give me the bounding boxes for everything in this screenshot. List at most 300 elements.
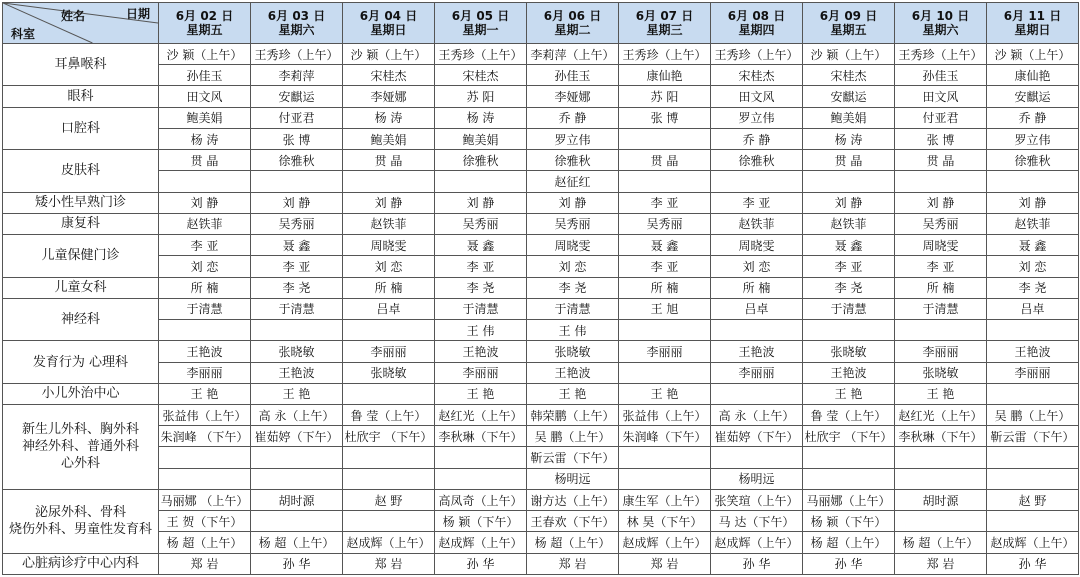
doctor-cell <box>803 320 895 341</box>
doctor-cell: 王艳波 <box>159 341 251 362</box>
department-name: 神经科 <box>3 298 159 340</box>
doctor-cell: 鲍美娟 <box>343 128 435 149</box>
doctor-cell: 李 亚 <box>803 256 895 277</box>
doctor-cell: 于清慧 <box>435 298 527 319</box>
doctor-cell: 张晓敏 <box>895 362 987 383</box>
schedule-body <box>3 44 1079 575</box>
doctor-cell: 吴 鹏（上午） <box>987 404 1079 425</box>
doctor-cell: 韩荣鹏（上午） <box>527 404 619 425</box>
doctor-cell: 安麒运 <box>803 86 895 107</box>
table-row <box>3 320 1079 341</box>
doctor-cell: 乔 静 <box>711 128 803 149</box>
doctor-cell: 张 博 <box>895 128 987 149</box>
doctor-cell: 贯 晶 <box>895 150 987 171</box>
doctor-cell: 胡时源 <box>251 489 343 510</box>
weekday-label: 星期六 <box>922 23 959 37</box>
table-row <box>3 256 1079 277</box>
doctor-cell: 李 亚 <box>619 256 711 277</box>
doctor-cell: 李丽丽 <box>343 341 435 362</box>
doctor-cell: 李娅娜 <box>527 86 619 107</box>
doctor-cell: 于清慧 <box>895 298 987 319</box>
doctor-cell: 罗立伟 <box>987 128 1079 149</box>
doctor-cell <box>895 447 987 468</box>
doctor-cell: 沙 颖（上午） <box>159 44 251 65</box>
table-row <box>3 192 1079 213</box>
date-label: 6月 06 日 <box>543 9 602 23</box>
doctor-cell: 高凤奇（上午） <box>435 489 527 510</box>
doctor-cell: 李娅娜 <box>343 86 435 107</box>
doctor-cell <box>803 468 895 489</box>
weekday-label: 星期五 <box>830 23 867 37</box>
doctor-cell: 乔 静 <box>987 107 1079 128</box>
weekday-label: 星期一 <box>462 23 499 37</box>
doctor-cell: 孙 华 <box>803 553 895 574</box>
doctor-cell: 王 旭 <box>619 298 711 319</box>
table-row <box>3 107 1079 128</box>
doctor-cell: 康仙艳 <box>619 65 711 86</box>
table-row <box>3 235 1079 256</box>
doctor-cell: 赵铁菲 <box>711 213 803 234</box>
doctor-cell: 张笑瑄（上午） <box>711 489 803 510</box>
doctor-cell: 于清慧 <box>159 298 251 319</box>
doctor-cell: 聂 鑫 <box>987 235 1079 256</box>
doctor-cell: 王艳波 <box>711 341 803 362</box>
doctor-cell: 吴秀丽 <box>895 213 987 234</box>
doctor-cell <box>619 128 711 149</box>
doctor-cell: 杜欣宇 （下午） <box>343 426 435 447</box>
doctor-cell <box>711 320 803 341</box>
doctor-cell: 鲁 莹（上午） <box>803 404 895 425</box>
doctor-cell: 刘 恋 <box>159 256 251 277</box>
doctor-cell: 赵铁菲 <box>803 213 895 234</box>
doctor-cell: 赵成辉（上午） <box>435 532 527 553</box>
date-header <box>619 3 711 44</box>
date-header <box>159 3 251 44</box>
doctor-cell: 王春欢（下午） <box>527 511 619 532</box>
doctor-cell: 徐雅秋 <box>711 150 803 171</box>
doctor-cell <box>987 511 1079 532</box>
doctor-cell <box>803 171 895 192</box>
doctor-cell: 鲍美娟 <box>803 107 895 128</box>
doctor-cell: 吴秀丽 <box>527 213 619 234</box>
doctor-cell: 王秀珍（上午） <box>711 44 803 65</box>
date-label: 6月 05 日 <box>451 9 510 23</box>
date-label: 6月 02 日 <box>175 9 234 23</box>
doctor-cell: 赵铁菲 <box>343 213 435 234</box>
doctor-cell: 罗立伟 <box>711 107 803 128</box>
doctor-cell: 孙 华 <box>251 553 343 574</box>
date-label: 6月 09 日 <box>819 9 878 23</box>
doctor-cell: 刘 静 <box>527 192 619 213</box>
doctor-cell: 徐雅秋 <box>251 150 343 171</box>
doctor-cell: 王 贺（下午） <box>159 511 251 532</box>
doctor-cell: 王艳波 <box>435 341 527 362</box>
doctor-cell: 杨 超（上午） <box>803 532 895 553</box>
doctor-cell: 安麒运 <box>987 86 1079 107</box>
doctor-cell <box>987 383 1079 404</box>
doctor-cell: 宋桂杰 <box>435 65 527 86</box>
doctor-cell <box>987 468 1079 489</box>
doctor-cell: 贯 晶 <box>343 150 435 171</box>
doctor-cell: 张 博 <box>251 128 343 149</box>
doctor-cell <box>619 171 711 192</box>
doctor-cell: 王 艳 <box>435 383 527 404</box>
doctor-cell: 吕卓 <box>987 298 1079 319</box>
department-name: 康复科 <box>3 213 159 234</box>
doctor-cell: 赵成辉（上午） <box>619 532 711 553</box>
date-header <box>251 3 343 44</box>
doctor-cell: 杨 涛 <box>159 128 251 149</box>
doctor-cell: 吴秀丽 <box>619 213 711 234</box>
schedule-header <box>3 3 1079 44</box>
doctor-cell: 李 尧 <box>527 277 619 298</box>
doctor-cell: 沙 颖（上午） <box>803 44 895 65</box>
doctor-cell: 张益伟（上午） <box>159 404 251 425</box>
doctor-cell: 杨 颖（下午） <box>435 511 527 532</box>
doctor-cell: 杨明远 <box>527 468 619 489</box>
doctor-cell: 李 亚 <box>895 256 987 277</box>
doctor-cell: 刘 恋 <box>987 256 1079 277</box>
weekday-label: 星期日 <box>1014 23 1051 37</box>
doctor-cell: 李 尧 <box>987 277 1079 298</box>
doctor-cell: 张益伟（上午） <box>619 404 711 425</box>
doctor-cell: 王 艳 <box>895 383 987 404</box>
doctor-cell: 王秀珍（上午） <box>619 44 711 65</box>
doctor-cell: 李丽丽 <box>159 362 251 383</box>
doctor-cell: 郑 岩 <box>527 553 619 574</box>
doctor-cell: 杨 颖（下午） <box>803 511 895 532</box>
doctor-cell: 刘 恋 <box>527 256 619 277</box>
doctor-cell: 王秀珍（上午） <box>895 44 987 65</box>
doctor-cell: 崔茹婷（下午） <box>711 426 803 447</box>
doctor-cell: 张晓敏 <box>803 341 895 362</box>
doctor-cell <box>895 320 987 341</box>
doctor-cell: 李 亚 <box>159 235 251 256</box>
doctor-cell: 孙 华 <box>711 553 803 574</box>
doctor-cell: 罗立伟 <box>527 128 619 149</box>
doctor-cell: 聂 鑫 <box>435 235 527 256</box>
corner-name-label: 姓名 <box>61 9 86 23</box>
doctor-cell <box>159 468 251 489</box>
doctor-cell <box>711 383 803 404</box>
doctor-cell: 于清慧 <box>803 298 895 319</box>
doctor-cell <box>711 171 803 192</box>
table-row <box>3 341 1079 362</box>
doctor-cell: 王艳波 <box>803 362 895 383</box>
doctor-cell <box>159 320 251 341</box>
doctor-cell: 张晓敏 <box>527 341 619 362</box>
doctor-cell <box>343 171 435 192</box>
doctor-cell: 宋桂杰 <box>711 65 803 86</box>
doctor-cell: 王 艳 <box>251 383 343 404</box>
table-row <box>3 404 1079 425</box>
doctor-cell: 马丽娜 （上午） <box>159 489 251 510</box>
doctor-cell: 聂 鑫 <box>251 235 343 256</box>
doctor-cell: 田文风 <box>159 86 251 107</box>
doctor-cell <box>251 171 343 192</box>
doctor-cell: 刘 静 <box>251 192 343 213</box>
doctor-cell: 赵铁菲 <box>159 213 251 234</box>
doctor-cell: 孙佳玉 <box>527 65 619 86</box>
table-row <box>3 532 1079 553</box>
table-row <box>3 277 1079 298</box>
table-row <box>3 65 1079 86</box>
doctor-cell: 聂 鑫 <box>619 235 711 256</box>
doctor-cell: 徐雅秋 <box>527 150 619 171</box>
doctor-cell: 王 伟 <box>435 320 527 341</box>
doctor-cell: 王艳波 <box>987 341 1079 362</box>
doctor-cell: 赵红光（上午） <box>895 404 987 425</box>
doctor-cell: 杨 涛 <box>803 128 895 149</box>
doctor-cell: 李 亚 <box>619 192 711 213</box>
doctor-cell <box>343 320 435 341</box>
doctor-cell: 朱润峰（下午） <box>619 426 711 447</box>
doctor-cell: 吴秀丽 <box>251 213 343 234</box>
doctor-cell: 刘 恋 <box>711 256 803 277</box>
doctor-cell: 王艳波 <box>251 362 343 383</box>
doctor-cell: 靳云雷（下午） <box>987 426 1079 447</box>
doctor-cell: 孙佳玉 <box>895 65 987 86</box>
doctor-cell: 所 楠 <box>343 277 435 298</box>
doctor-cell: 王艳波 <box>527 362 619 383</box>
table-row <box>3 489 1079 510</box>
doctor-cell: 吕卓 <box>711 298 803 319</box>
doctor-cell: 李丽丽 <box>711 362 803 383</box>
doctor-cell: 赵成辉（上午） <box>343 532 435 553</box>
department-name: 皮肤科 <box>3 150 159 192</box>
table-row <box>3 128 1079 149</box>
doctor-cell: 贯 晶 <box>619 150 711 171</box>
doctor-cell: 孙佳玉 <box>159 65 251 86</box>
doctor-cell: 所 楠 <box>619 277 711 298</box>
doctor-cell: 吴 鹏（上午） <box>527 426 619 447</box>
doctor-cell: 马丽娜（上午） <box>803 489 895 510</box>
doctor-cell: 刘 静 <box>435 192 527 213</box>
doctor-cell <box>343 447 435 468</box>
table-row <box>3 171 1079 192</box>
doctor-cell: 王秀珍（上午） <box>251 44 343 65</box>
doctor-cell: 杨 超（上午） <box>159 532 251 553</box>
doctor-cell: 李秋琳（下午） <box>895 426 987 447</box>
doctor-cell: 徐雅秋 <box>987 150 1079 171</box>
doctor-cell: 聂 鑫 <box>803 235 895 256</box>
date-label: 6月 08 日 <box>727 9 786 23</box>
doctor-cell: 周晓雯 <box>895 235 987 256</box>
department-name: 小儿外治中心 <box>3 383 159 404</box>
department-name: 儿童保健门诊 <box>3 235 159 277</box>
doctor-cell: 马 达（下午） <box>711 511 803 532</box>
doctor-cell: 鲁 莹（上午） <box>343 404 435 425</box>
doctor-cell: 所 楠 <box>159 277 251 298</box>
date-header <box>803 3 895 44</box>
doctor-cell: 李 亚 <box>251 256 343 277</box>
department-name: 儿童女科 <box>3 277 159 298</box>
date-label: 6月 03 日 <box>267 9 326 23</box>
doctor-cell: 张 博 <box>619 107 711 128</box>
corner-dept-label: 科室 <box>11 27 36 41</box>
doctor-cell: 贯 晶 <box>159 150 251 171</box>
doctor-cell: 所 楠 <box>895 277 987 298</box>
doctor-cell: 李莉萍 <box>251 65 343 86</box>
doctor-cell: 赵成辉（上午） <box>987 532 1079 553</box>
doctor-cell: 郑 岩 <box>343 553 435 574</box>
doctor-cell: 朱润峰 （下午） <box>159 426 251 447</box>
weekday-label: 星期三 <box>646 23 683 37</box>
table-row <box>3 511 1079 532</box>
doctor-cell: 于清慧 <box>527 298 619 319</box>
doctor-cell: 所 楠 <box>711 277 803 298</box>
doctor-cell: 孙 华 <box>435 553 527 574</box>
doctor-cell <box>251 511 343 532</box>
doctor-cell <box>343 468 435 489</box>
doctor-cell: 刘 静 <box>987 192 1079 213</box>
date-label: 6月 04 日 <box>359 9 418 23</box>
doctor-cell: 孙 华 <box>987 553 1079 574</box>
doctor-cell <box>987 447 1079 468</box>
date-header <box>895 3 987 44</box>
doctor-cell: 郑 岩 <box>895 553 987 574</box>
doctor-cell: 沙 颖（上午） <box>987 44 1079 65</box>
doctor-cell: 周晓雯 <box>343 235 435 256</box>
department-name: 眼科 <box>3 86 159 107</box>
doctor-cell <box>251 320 343 341</box>
department-name: 耳鼻喉科 <box>3 44 159 86</box>
doctor-cell: 高 永（上午） <box>711 404 803 425</box>
doctor-cell: 李莉萍（上午） <box>527 44 619 65</box>
table-row <box>3 150 1079 171</box>
corner-date-label: 日期 <box>125 7 150 21</box>
table-row <box>3 426 1079 447</box>
doctor-cell <box>251 447 343 468</box>
doctor-cell: 周晓雯 <box>711 235 803 256</box>
doctor-cell: 王 艳 <box>159 383 251 404</box>
doctor-cell: 李丽丽 <box>987 362 1079 383</box>
date-label: 6月 11 日 <box>1003 9 1062 23</box>
doctor-cell <box>343 383 435 404</box>
date-header <box>435 3 527 44</box>
doctor-cell <box>251 468 343 489</box>
doctor-cell: 鲍美娟 <box>159 107 251 128</box>
doctor-cell: 李 亚 <box>711 192 803 213</box>
doctor-cell: 张晓敏 <box>251 341 343 362</box>
doctor-cell: 鲍美娟 <box>435 128 527 149</box>
date-header <box>343 3 435 44</box>
doctor-cell: 徐雅秋 <box>435 150 527 171</box>
doctor-cell: 王 伟 <box>527 320 619 341</box>
doctor-cell: 王 艳 <box>619 383 711 404</box>
doctor-cell: 郑 岩 <box>619 553 711 574</box>
doctor-cell <box>711 447 803 468</box>
date-header <box>711 3 803 44</box>
table-row <box>3 553 1079 574</box>
doctor-cell: 杨 涛 <box>343 107 435 128</box>
weekday-label: 星期五 <box>186 23 223 37</box>
doctor-cell: 刘 静 <box>803 192 895 213</box>
doctor-cell <box>435 468 527 489</box>
doctor-cell: 林 昊（下午） <box>619 511 711 532</box>
doctor-cell: 高 永（上午） <box>251 404 343 425</box>
doctor-cell: 李 尧 <box>435 277 527 298</box>
doctor-cell: 赵征红 <box>527 171 619 192</box>
table-row <box>3 383 1079 404</box>
doctor-cell: 贯 晶 <box>803 150 895 171</box>
doctor-cell: 杨 超（上午） <box>527 532 619 553</box>
table-row <box>3 213 1079 234</box>
doctor-cell: 李 尧 <box>803 277 895 298</box>
doctor-cell: 李 尧 <box>251 277 343 298</box>
doctor-cell: 李丽丽 <box>619 341 711 362</box>
doctor-cell <box>895 511 987 532</box>
date-label: 6月 07 日 <box>635 9 694 23</box>
doctor-cell: 赵 野 <box>987 489 1079 510</box>
doctor-cell: 沙 颖（上午） <box>343 44 435 65</box>
date-header <box>987 3 1079 44</box>
doctor-cell <box>895 171 987 192</box>
doctor-cell: 刘 静 <box>159 192 251 213</box>
department-name: 发育行为 心理科 <box>3 341 159 383</box>
doctor-cell: 杨 超（上午） <box>251 532 343 553</box>
department-name: 矮小性早熟门诊 <box>3 192 159 213</box>
header-row <box>3 3 1079 44</box>
doctor-cell <box>343 511 435 532</box>
doctor-cell: 杨明远 <box>711 468 803 489</box>
doctor-cell: 张晓敏 <box>343 362 435 383</box>
table-row <box>3 362 1079 383</box>
table-row <box>3 298 1079 319</box>
doctor-cell <box>803 447 895 468</box>
doctor-cell <box>987 171 1079 192</box>
doctor-cell: 宋桂杰 <box>803 65 895 86</box>
doctor-cell <box>619 362 711 383</box>
doctor-cell: 杨 超（上午） <box>895 532 987 553</box>
doctor-cell: 胡时源 <box>895 489 987 510</box>
table-row <box>3 86 1079 107</box>
doctor-cell: 李 亚 <box>435 256 527 277</box>
doctor-cell: 周晓雯 <box>527 235 619 256</box>
doctor-cell: 刘 静 <box>895 192 987 213</box>
doctor-cell <box>619 468 711 489</box>
doctor-cell: 康仙艳 <box>987 65 1079 86</box>
doctor-cell: 吴秀丽 <box>435 213 527 234</box>
doctor-cell: 付亚君 <box>895 107 987 128</box>
doctor-cell <box>619 447 711 468</box>
doctor-cell: 靳云雷（下午） <box>527 447 619 468</box>
department-name: 心脏病诊疗中心内科 <box>3 553 159 574</box>
department-name: 新生儿外科、胸外科 神经外科、普通外科 心外科 <box>3 404 159 489</box>
doctor-cell: 王秀珍（上午） <box>435 44 527 65</box>
doctor-cell: 田文风 <box>711 86 803 107</box>
doctor-cell: 苏 阳 <box>619 86 711 107</box>
doctor-cell: 崔茹婷（下午） <box>251 426 343 447</box>
doctor-cell: 付亚君 <box>251 107 343 128</box>
doctor-cell: 安麒运 <box>251 86 343 107</box>
doctor-cell: 乔 静 <box>527 107 619 128</box>
header-corner <box>3 3 159 44</box>
doctor-cell: 宋桂杰 <box>343 65 435 86</box>
doctor-cell: 郑 岩 <box>159 553 251 574</box>
doctor-cell <box>435 171 527 192</box>
table-row <box>3 468 1079 489</box>
doctor-cell: 康生军（上午） <box>619 489 711 510</box>
date-label: 6月 10 日 <box>911 9 970 23</box>
doctor-cell: 杨 涛 <box>435 107 527 128</box>
weekday-label: 星期六 <box>278 23 315 37</box>
doctor-cell: 于清慧 <box>251 298 343 319</box>
weekday-label: 星期二 <box>554 23 591 37</box>
doctor-cell: 赵 野 <box>343 489 435 510</box>
doctor-cell: 李丽丽 <box>895 341 987 362</box>
doctor-cell: 刘 静 <box>343 192 435 213</box>
